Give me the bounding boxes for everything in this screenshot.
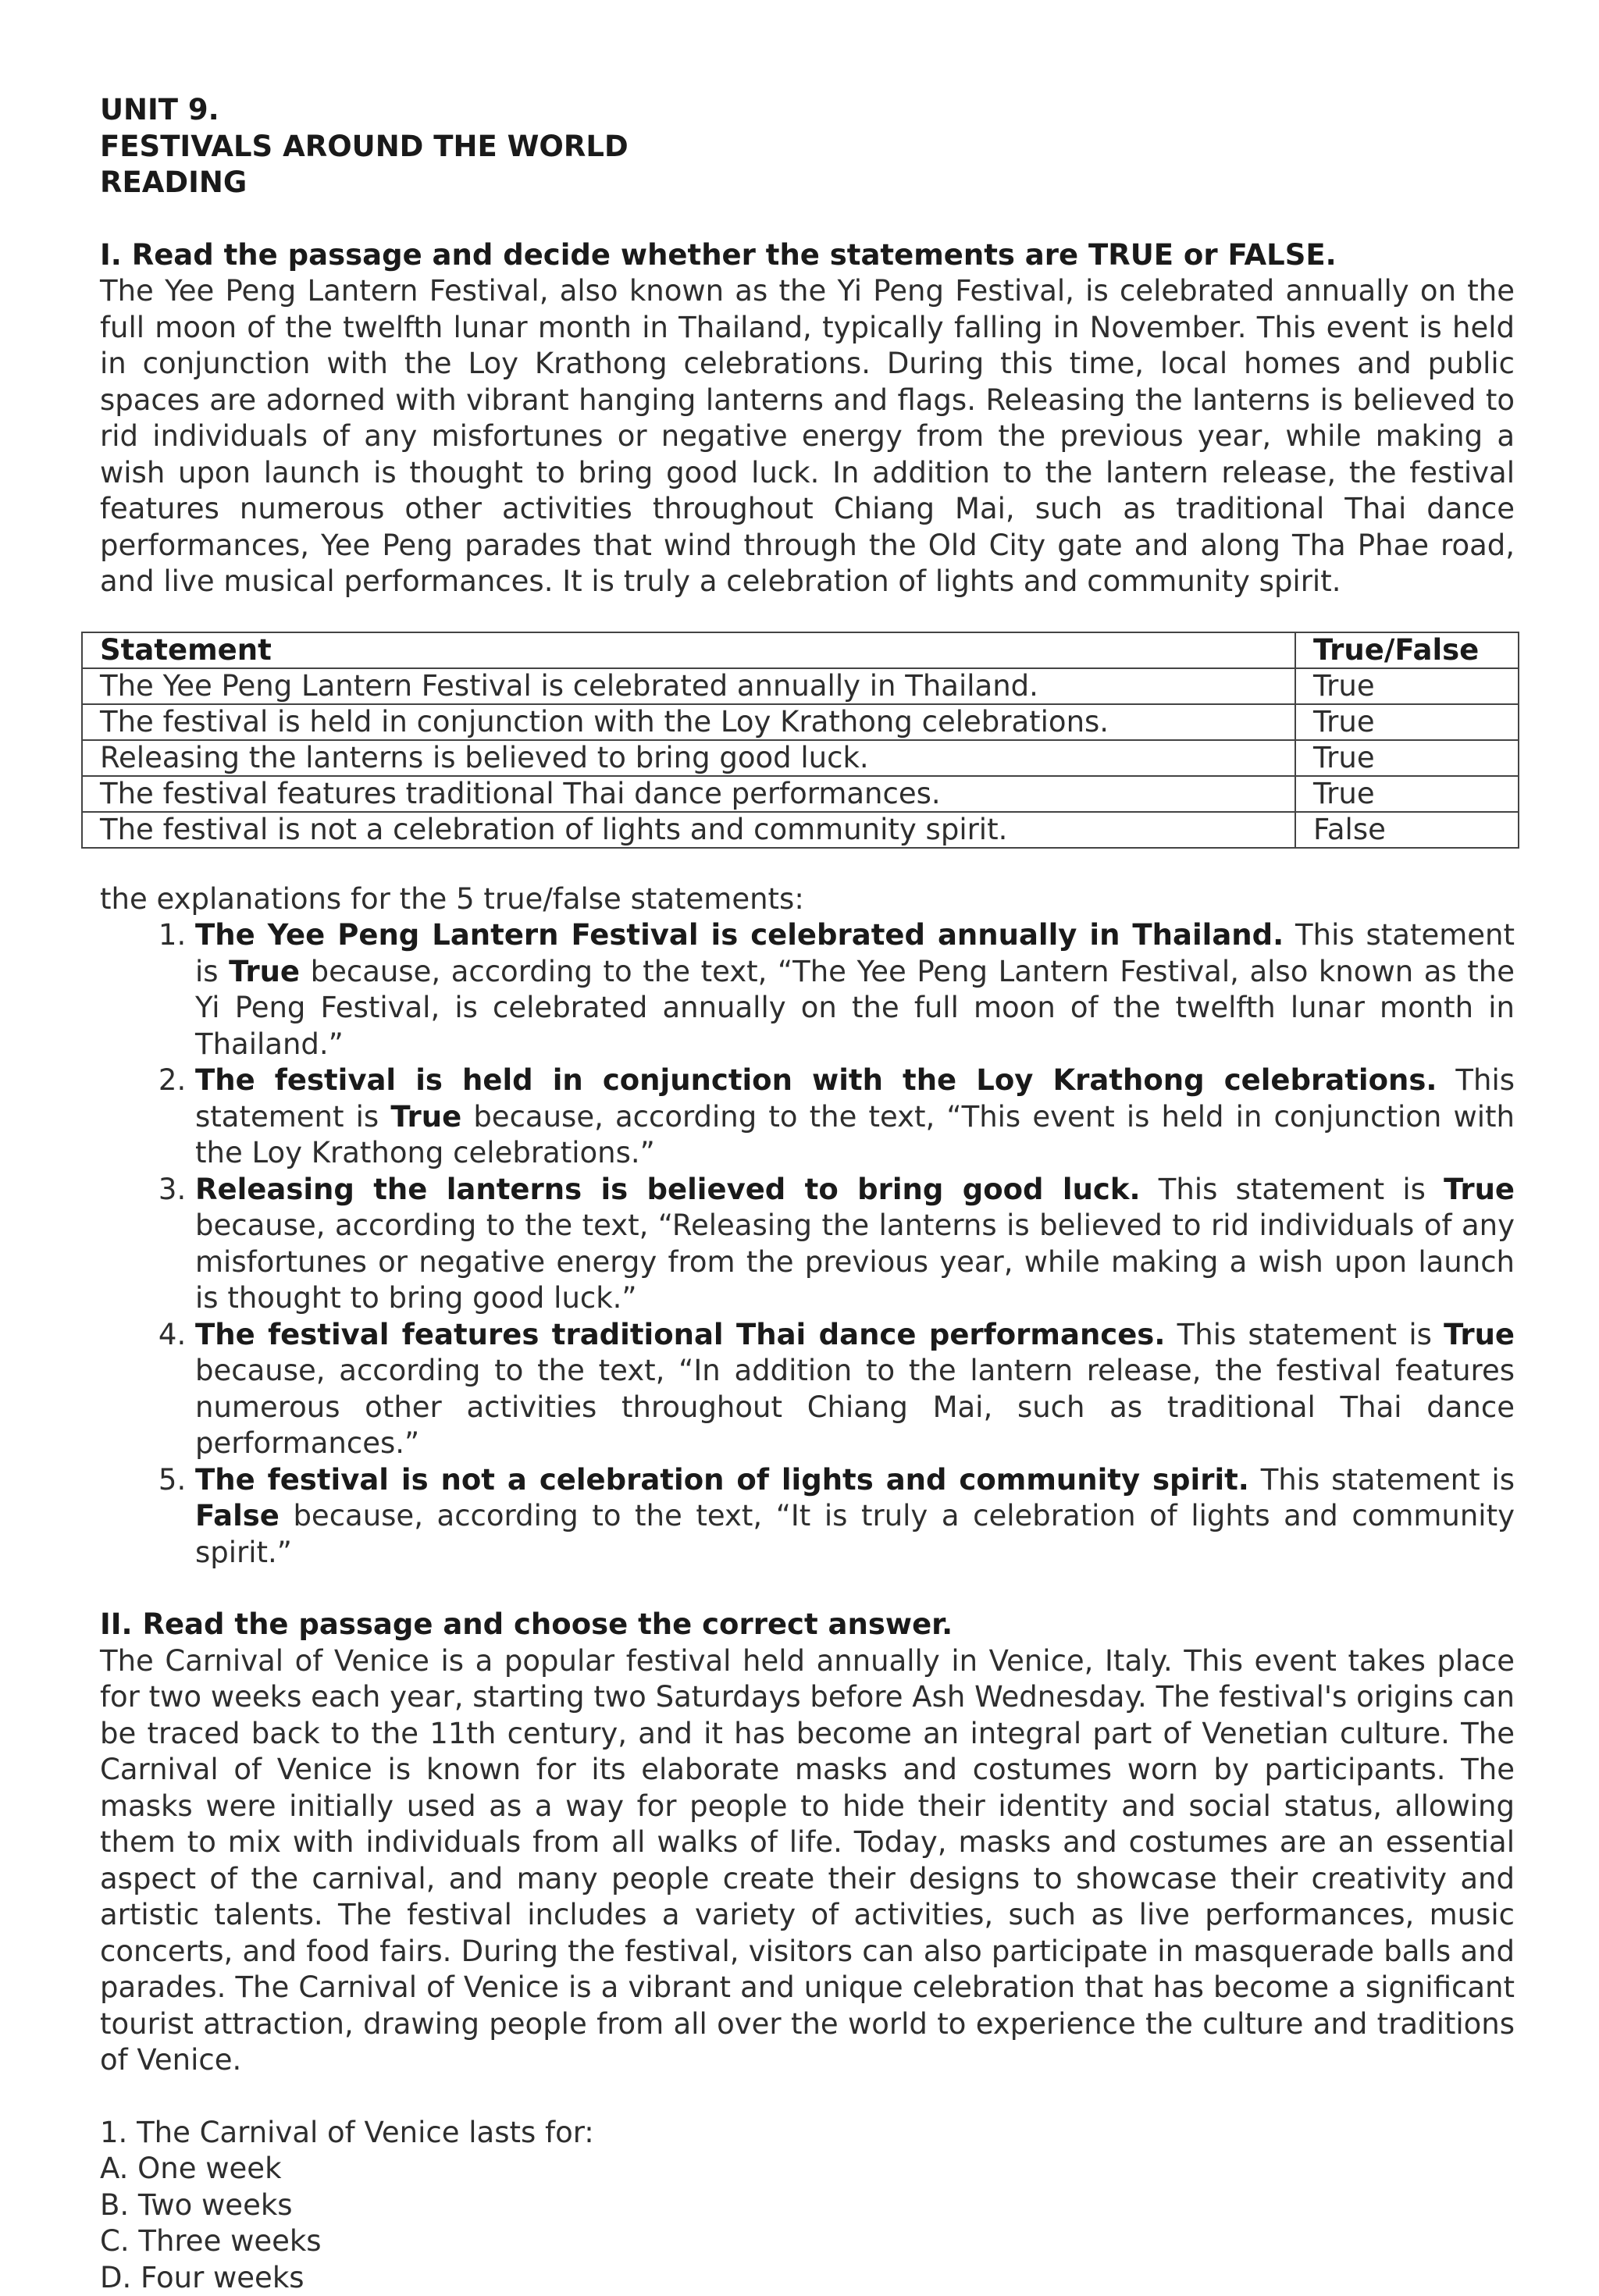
- header-true-false: True/False: [1295, 632, 1519, 668]
- true-false-table: [81, 632, 1519, 849]
- option-a: A. One week: [100, 2151, 1515, 2187]
- explanation-statement: The festival is held in conjunction with the Loy Krathong celebrations.: [195, 1063, 1437, 1097]
- explanation-pre: This statement is: [195, 1063, 1515, 1134]
- section-1-title: I. Read the passage and decide whether the statements are TRUE or FALSE.: [100, 237, 1515, 274]
- answer-cell: True: [1295, 740, 1519, 776]
- explanation-pre: This statement is: [1165, 1318, 1444, 1351]
- answer-cell: False: [1295, 812, 1519, 848]
- explanation-verdict: True: [1444, 1173, 1515, 1206]
- explanation-reason: because, according to the text, “The Yee Peng Lantern Festival, also known as the Yi Peng Festival, is celebrated annually on the full moon of the twelfth lunar month in Thailand.”: [195, 955, 1515, 1061]
- statement-cell: Releasing the lanterns is believed to bring good luck.: [82, 740, 1295, 776]
- section-1: [100, 237, 1515, 1572]
- answer-cell: True: [1295, 704, 1519, 740]
- explanation-statement: The Yee Peng Lantern Festival is celebrated annually in Thailand.: [195, 918, 1284, 952]
- explanation-verdict: False: [195, 1499, 280, 1532]
- table-header-row: [82, 632, 1519, 668]
- table-row: [82, 704, 1519, 740]
- explanation-verdict: True: [229, 955, 300, 988]
- explanation-item: [195, 917, 1515, 1063]
- table-row: [82, 776, 1519, 812]
- explanation-statement: Releasing the lanterns is believed to bring good luck.: [195, 1173, 1141, 1206]
- explanation-item: [195, 1317, 1515, 1462]
- explanation-reason: because, according to the text, “In addition to the lantern release, the festival features numerous other activities throughout Chiang Mai, such as traditional Thai dance performances.”: [195, 1354, 1515, 1460]
- option-b: B. Two weeks: [100, 2187, 1515, 2224]
- table-row: [82, 740, 1519, 776]
- table-row: [82, 668, 1519, 704]
- section-2-passage: The Carnival of Venice is a popular festival held annually in Venice, Italy. This event takes place for two weeks each year, starting two Saturdays before Ash Wednesday. The festival's origins can be traced back to the 11th century, and it has become an integral part of Venetian culture. The Carnival of Venice is known for its elaborate masks and costumes worn by participants. The masks were initially used as a way for people to hide their identity and social status, allowing them to mix with individuals from all walks of life. Today, masks and costumes are an essential aspect of the carnival, and many people create their designs to showcase their creativity and artistic talents. The festival includes a variety of activities, such as live performances, music concerts, and food fairs. During the festival, visitors can also participate in masquerade balls and parades. The Carnival of Venice is a vibrant and unique celebration that has become a significant tourist attraction, drawing people from all over the world to experience the culture and traditions of Venice.: [100, 1643, 1515, 2079]
- header-statement: Statement: [82, 632, 1295, 668]
- explanation-verdict: True: [390, 1100, 461, 1134]
- topic-title: FESTIVALS AROUND THE WORLD: [100, 129, 1515, 166]
- explanation-item: [195, 1063, 1515, 1172]
- explanations-list: [100, 917, 1515, 1571]
- explanation-statement: The festival features traditional Thai dance performances.: [195, 1318, 1165, 1351]
- explanation-pre: This statement is: [1249, 1463, 1515, 1497]
- section-1-passage: The Yee Peng Lantern Festival, also known as the Yi Peng Festival, is celebrated annually on the full moon of the twelfth lunar month in Thailand, typically falling in November. This event is held in conjunction with the Loy Krathong celebrations. During this time, local homes and public spaces are adorned with vibrant hanging lanterns and flags. Releasing the lanterns is believed to rid individuals of any misfortunes or negative energy from the previous year, while making a wish upon launch is thought to bring good luck. In addition to the lantern release, the festival features numerous other activities throughout Chiang Mai, such as traditional Thai dance performances, Yee Peng parades that wind through the Old City gate and along Tha Phae road, and live musical performances. It is truly a celebration of lights and community spirit.: [100, 273, 1515, 600]
- section-2: [100, 1607, 1515, 2296]
- statement-cell: The festival is not a celebration of lights and community spirit.: [82, 812, 1295, 848]
- question-text: 1. The Carnival of Venice lasts for:: [100, 2115, 1515, 2152]
- table-row: [82, 812, 1519, 848]
- explanations-intro: the explanations for the 5 true/false statements:: [100, 881, 1515, 918]
- option-c: C. Three weeks: [100, 2223, 1515, 2260]
- answer-cell: True: [1295, 776, 1519, 812]
- explanation-reason: because, according to the text, “Releasing the lanterns is believed to rid individuals of any misfortunes or negative energy from the previous year, while making a wish upon launch is thought to bring good luck.”: [195, 1209, 1515, 1315]
- explanation-statement: The festival is not a celebration of lights and community spirit.: [195, 1463, 1249, 1497]
- section-2-title: II. Read the passage and choose the correct answer.: [100, 1607, 1515, 1643]
- explanation-reason: because, according to the text, “This event is held in conjunction with the Loy Krathong celebrations.”: [195, 1100, 1515, 1170]
- explanation-verdict: True: [1444, 1318, 1515, 1351]
- skill-label: READING: [100, 165, 1515, 201]
- explanation-pre: This statement is: [195, 918, 1515, 988]
- statement-cell: The festival is held in conjunction with the Loy Krathong celebrations.: [82, 704, 1295, 740]
- option-d: D. Four weeks: [100, 2260, 1515, 2296]
- explanation-item: [195, 1462, 1515, 1572]
- explanation-reason: because, according to the text, “It is truly a celebration of lights and community spirit.”: [195, 1499, 1515, 1569]
- answer-cell: True: [1295, 668, 1519, 704]
- question-1: [100, 2115, 1515, 2296]
- explanation-pre: This statement is: [1141, 1173, 1444, 1206]
- document-header: [100, 92, 1515, 201]
- statement-cell: The festival features traditional Thai dance performances.: [82, 776, 1295, 812]
- unit-label: UNIT 9.: [100, 92, 1515, 129]
- statement-cell: The Yee Peng Lantern Festival is celebrated annually in Thailand.: [82, 668, 1295, 704]
- explanation-item: [195, 1172, 1515, 1317]
